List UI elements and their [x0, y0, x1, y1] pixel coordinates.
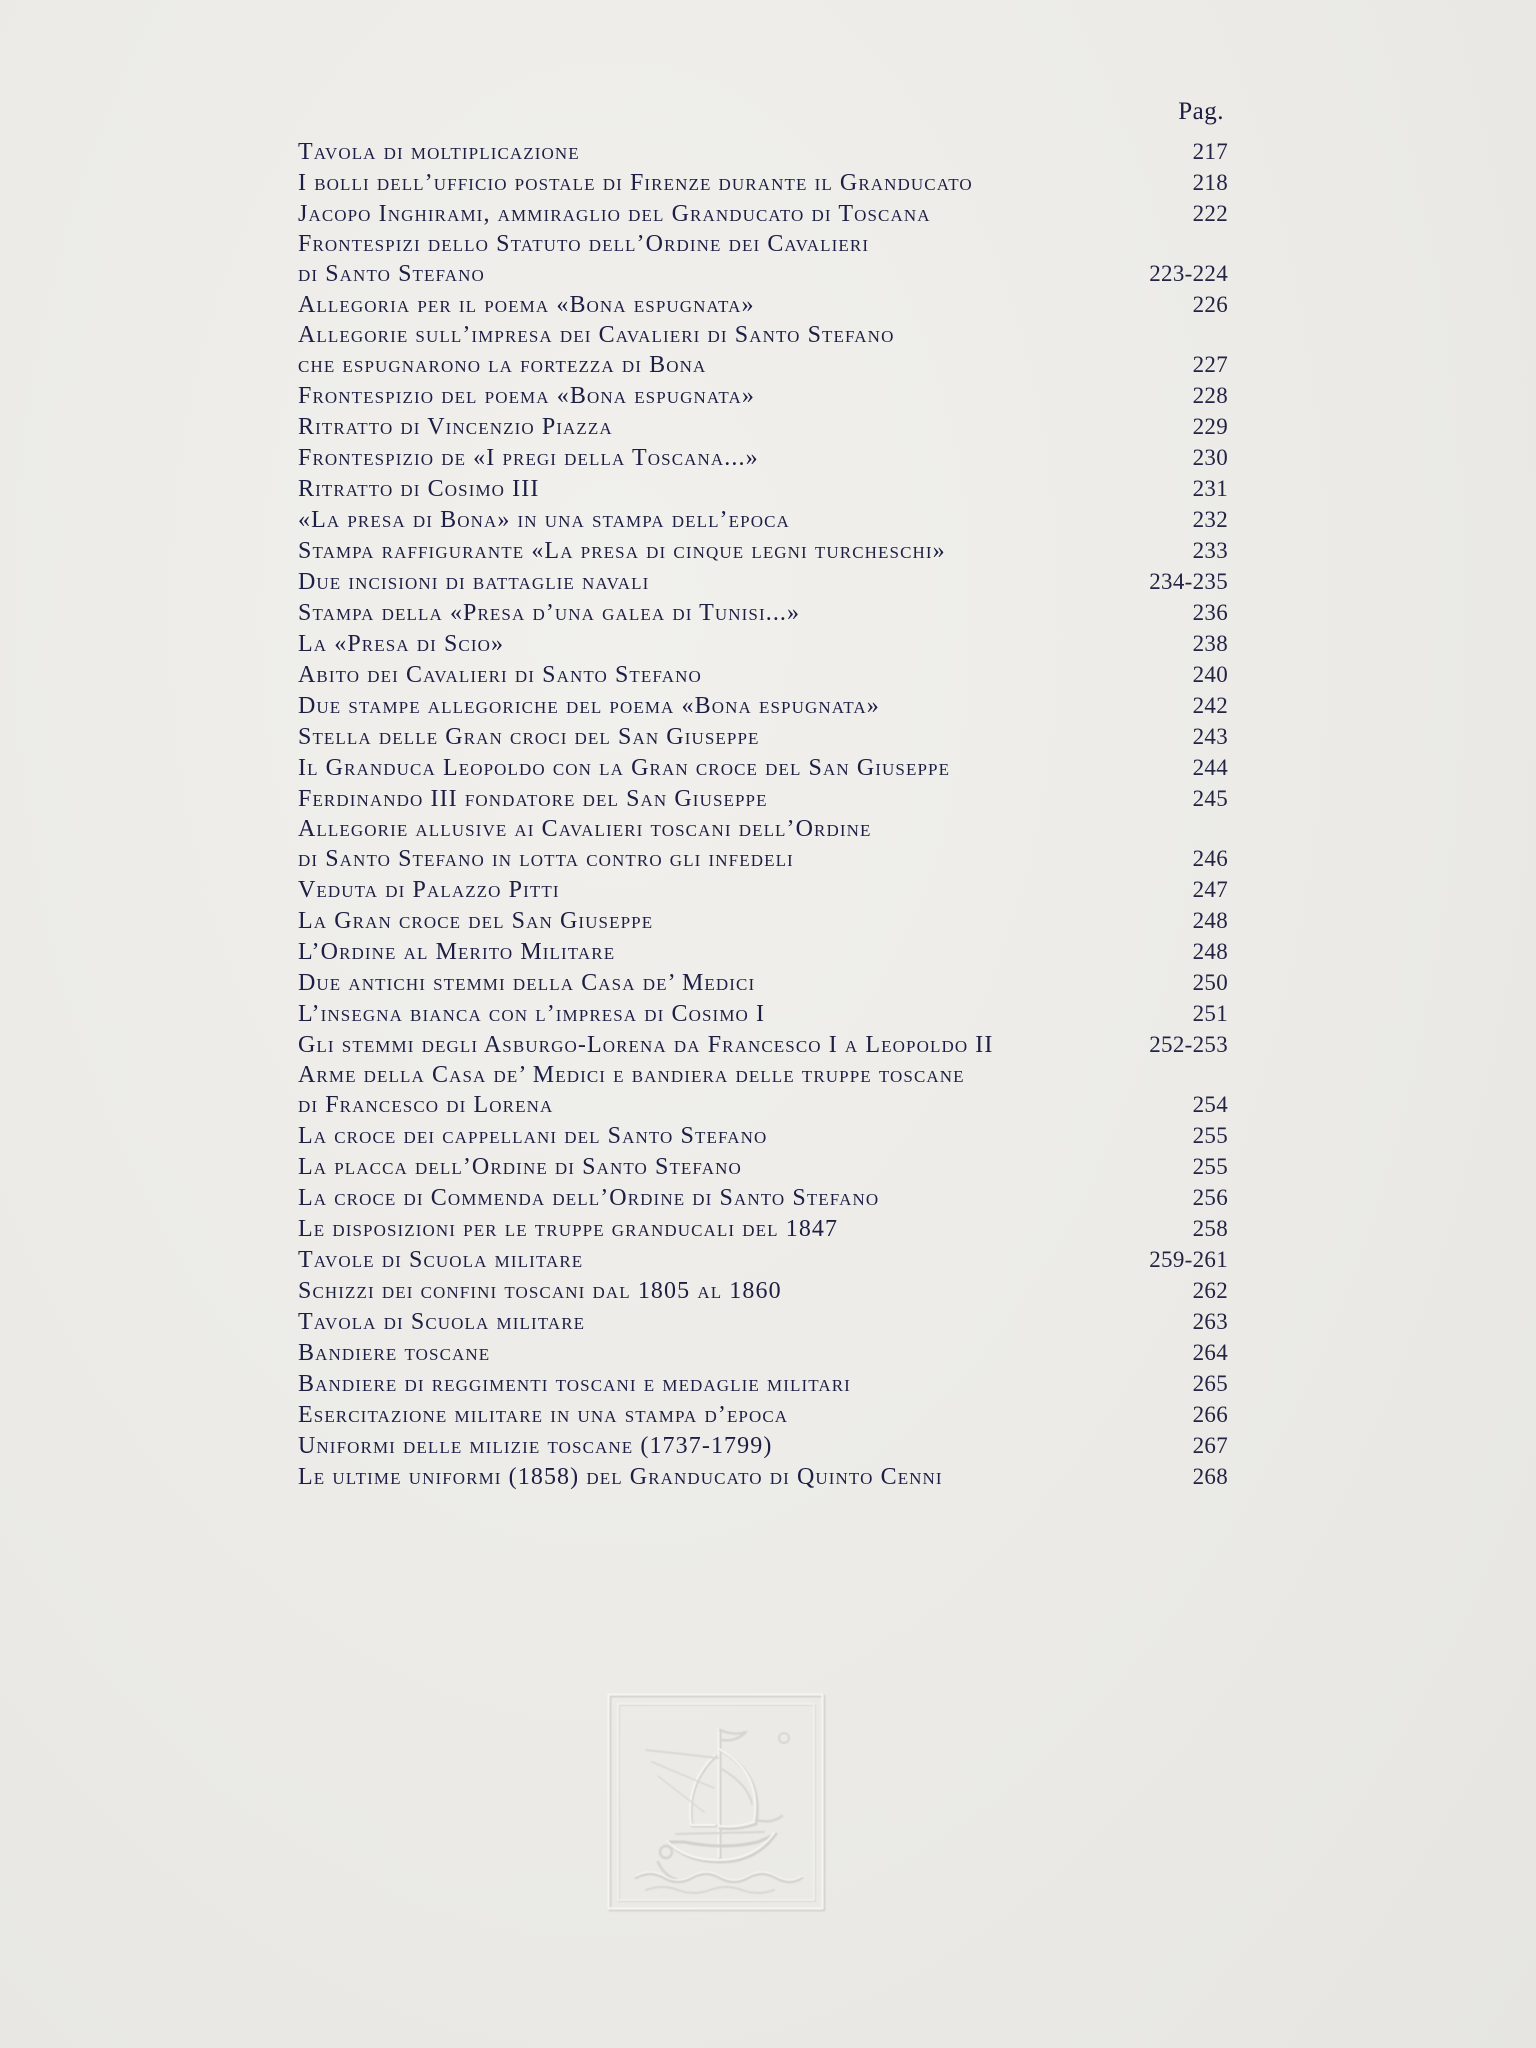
- entry-title: [298, 1276, 1193, 1306]
- entry-page-number: 217: [1192, 139, 1228, 164]
- entry-title-line: che espugnarono la fortezza di Bona: [298, 352, 707, 378]
- entry-page-number: 223-224: [1149, 261, 1228, 286]
- entry-title-line: Allegorie allusive ai Cavalieri toscani dell’Ordine: [298, 816, 872, 842]
- entry-title-line: di Francesco di Lorena: [298, 1092, 554, 1118]
- entry-title: [298, 906, 1193, 936]
- entry-title-line: Bandiere di reggimenti toscani e medaglie militari: [298, 1371, 851, 1397]
- entry-page-number: 252-253: [1149, 1032, 1228, 1057]
- entry-title: [298, 320, 1193, 380]
- toc-entry: [298, 1029, 1228, 1060]
- toc-entry: [298, 380, 1228, 411]
- entry-page-number: 243: [1192, 724, 1228, 749]
- toc-entry: [298, 1182, 1228, 1213]
- entry-title-line: Veduta di Palazzo Pitti: [298, 877, 560, 903]
- toc-entry: [298, 874, 1228, 905]
- entry-title: [298, 875, 1193, 905]
- entry-title-line: Gli stemmi degli Asburgo-Lorena da Francesco I a Leopoldo II: [298, 1032, 994, 1058]
- entry-page-number: 254: [1192, 1092, 1228, 1117]
- toc-entry: [298, 1060, 1228, 1120]
- entry-title: [298, 598, 1193, 628]
- entry-title-line: Schizzi dei confini toscani dal 1805 al 1860: [298, 1278, 782, 1304]
- toc-entry: [298, 597, 1228, 628]
- entry-page-number: 259-261: [1149, 1247, 1228, 1272]
- entry-title-line: Tavola di moltiplicazione: [298, 139, 580, 165]
- page-column-header: Pag.: [1178, 98, 1224, 125]
- entry-title-line: Stella delle Gran croci del San Giuseppe: [298, 724, 760, 750]
- entry-title: [298, 443, 1193, 473]
- entry-page-number: 230: [1192, 445, 1228, 470]
- entry-page-number: 265: [1192, 1371, 1228, 1396]
- entry-page-number: 229: [1192, 414, 1228, 439]
- entry-title-line: La Gran croce del San Giuseppe: [298, 908, 654, 934]
- entry-title: [298, 1121, 1193, 1151]
- entry-title: [298, 784, 1193, 814]
- toc-entry: [298, 136, 1228, 167]
- toc-entry: [298, 1368, 1228, 1399]
- toc-entry: [298, 1151, 1228, 1182]
- entry-title: [298, 536, 1193, 566]
- entry-title-line: Arme della Casa de’ Medici e bandiera delle truppe toscane: [298, 1062, 965, 1088]
- entry-title: [298, 168, 1193, 198]
- entry-title-line: Frontespizio del poema «Bona espugnata»: [298, 383, 756, 409]
- toc-entry: [298, 1244, 1228, 1275]
- toc-entry: [298, 289, 1228, 320]
- entry-page-number: 248: [1192, 939, 1228, 964]
- toc-entry: [298, 905, 1228, 936]
- entry-title: [298, 1400, 1193, 1430]
- toc-entry: [298, 967, 1228, 998]
- entry-title-line: Ritratto di Cosimo III: [298, 476, 540, 502]
- entry-page-number: 240: [1192, 662, 1228, 687]
- entry-page-number: 227: [1192, 352, 1228, 377]
- entry-title-line: Tavola di Scuola militare: [298, 1309, 586, 1335]
- entry-title: [298, 1369, 1193, 1399]
- entry-title-line: L’insegna bianca con l’impresa di Cosimo I: [298, 1001, 766, 1027]
- toc-entry: [298, 936, 1228, 967]
- entry-title: [298, 381, 1193, 411]
- entry-title: [298, 753, 1193, 783]
- entry-title-line: La placca dell’Ordine di Santo Stefano: [298, 1154, 742, 1180]
- toc-entry: [298, 721, 1228, 752]
- entry-title: [298, 1152, 1193, 1182]
- entry-page-number: 236: [1192, 600, 1228, 625]
- toc-entry: [298, 504, 1228, 535]
- entry-page-number: 244: [1192, 755, 1228, 780]
- entry-page-number: 268: [1192, 1464, 1228, 1489]
- toc-entry: [298, 1120, 1228, 1151]
- entry-title: [298, 1307, 1193, 1337]
- entry-page-number: 255: [1192, 1123, 1228, 1148]
- toc-entry: [298, 198, 1228, 229]
- entry-page-number: 247: [1192, 877, 1228, 902]
- toc-entry: [298, 535, 1228, 566]
- entry-title-line: Le disposizioni per le truppe granducali del 1847: [298, 1216, 839, 1242]
- toc-entry: [298, 1461, 1228, 1492]
- entry-title: [298, 1060, 1193, 1120]
- entry-title-line: Uniformi delle milizie toscane (1737-1799): [298, 1433, 773, 1459]
- entry-page-number: 251: [1192, 1001, 1228, 1026]
- entry-title: [298, 691, 1193, 721]
- entry-title: [298, 474, 1193, 504]
- entry-title-line: L’Ordine al Merito Militare: [298, 939, 616, 965]
- entry-title: [298, 722, 1193, 752]
- entry-title: [298, 137, 1193, 167]
- entry-title: [298, 1338, 1193, 1368]
- entry-title-line: di Santo Stefano in lotta contro gli infedeli: [298, 846, 794, 872]
- entry-title-line: La «Presa di Scio»: [298, 631, 505, 657]
- entry-title: [298, 567, 1149, 597]
- entry-page-number: 233: [1192, 538, 1228, 563]
- entry-title: [298, 814, 1193, 874]
- toc-entry: [298, 566, 1228, 597]
- entry-page-number: 266: [1192, 1402, 1228, 1427]
- entry-title: [298, 629, 1193, 659]
- toc-entry: [298, 1337, 1228, 1368]
- toc-entry: [298, 1430, 1228, 1461]
- entry-title-line: Il Granduca Leopoldo con la Gran croce del San Giuseppe: [298, 755, 951, 781]
- entry-page-number: 250: [1192, 970, 1228, 995]
- entry-page-number: 258: [1192, 1216, 1228, 1241]
- entry-title: [298, 999, 1193, 1029]
- entry-title-line: Frontespizi dello Statuto dell’Ordine dei Cavalieri: [298, 231, 870, 257]
- entry-page-number: 246: [1192, 846, 1228, 871]
- toc-entry: [298, 783, 1228, 814]
- entry-title: [298, 505, 1193, 535]
- toc-entry: [298, 167, 1228, 198]
- entry-title-line: Frontespizio de «I pregi della Toscana...»: [298, 445, 759, 471]
- entry-page-number: 262: [1192, 1278, 1228, 1303]
- entry-title-line: Stampa raffigurante «La presa di cinque legni turcheschi»: [298, 538, 946, 564]
- entry-title-line: Allegoria per il poema «Bona espugnata»: [298, 292, 755, 318]
- embossed-ship-icon: [606, 1692, 828, 1914]
- entry-title: [298, 229, 1149, 289]
- entry-page-number: 256: [1192, 1185, 1228, 1210]
- toc-entry: [298, 690, 1228, 721]
- entry-page-number: 232: [1192, 507, 1228, 532]
- toc-entry: [298, 1399, 1228, 1430]
- entry-title: [298, 1245, 1149, 1275]
- entry-title-line: di Santo Stefano: [298, 261, 485, 287]
- entry-title-line: Stampa della «Presa d’una galea di Tunisi...»: [298, 600, 801, 626]
- toc-entry: [298, 229, 1228, 289]
- toc-entry: [298, 752, 1228, 783]
- entry-title: [298, 937, 1193, 967]
- entry-title-line: Due incisioni di battaglie navali: [298, 569, 650, 595]
- entry-page-number: 222: [1192, 201, 1228, 226]
- toc-entry: [298, 320, 1228, 380]
- entry-title-line: Due stampe allegoriche del poema «Bona espugnata»: [298, 693, 880, 719]
- entry-page-number: 242: [1192, 693, 1228, 718]
- toc-entry: [298, 628, 1228, 659]
- entry-page-number: 255: [1192, 1154, 1228, 1179]
- entry-page-number: 245: [1192, 786, 1228, 811]
- entry-title: [298, 1214, 1193, 1244]
- entry-title: [298, 1183, 1193, 1213]
- toc-entry: [298, 659, 1228, 690]
- entry-title: [298, 412, 1193, 442]
- entry-page-number: 226: [1192, 292, 1228, 317]
- entry-title-line: Ferdinando III fondatore del San Giuseppe: [298, 786, 768, 812]
- entry-title-line: Tavole di Scuola militare: [298, 1247, 584, 1273]
- toc-entry: [298, 814, 1228, 874]
- entry-page-number: 231: [1192, 476, 1228, 501]
- entry-title: [298, 290, 1193, 320]
- toc-entry: [298, 1306, 1228, 1337]
- entry-page-number: 228: [1192, 383, 1228, 408]
- toc-entry: [298, 1275, 1228, 1306]
- entry-title-line: Le ultime uniformi (1858) del Granducato di Quinto Cenni: [298, 1464, 943, 1490]
- entry-title-line: Esercitazione militare in una stampa d’epoca: [298, 1402, 789, 1428]
- entry-page-number: 264: [1192, 1340, 1228, 1365]
- entry-page-number: 267: [1192, 1433, 1228, 1458]
- entry-title-line: Ritratto di Vincenzio Piazza: [298, 414, 613, 440]
- table-of-illustrations: [298, 136, 1228, 1492]
- entry-page-number: 248: [1192, 908, 1228, 933]
- entry-title: [298, 1030, 1149, 1060]
- entry-title-line: Allegorie sull’impresa dei Cavalieri di Santo Stefano: [298, 322, 895, 348]
- entry-page-number: 263: [1192, 1309, 1228, 1334]
- toc-entry: [298, 473, 1228, 504]
- toc-entry: [298, 442, 1228, 473]
- entry-page-number: 238: [1192, 631, 1228, 656]
- entry-title-line: «La presa di Bona» in una stampa dell’epoca: [298, 507, 790, 533]
- entry-title: [298, 1431, 1193, 1461]
- entry-page-number: 218: [1192, 170, 1228, 195]
- entry-title-line: La croce dei cappellani del Santo Stefano: [298, 1123, 768, 1149]
- entry-title: [298, 199, 1193, 229]
- entry-title: [298, 1462, 1193, 1492]
- entry-title-line: I bolli dell’ufficio postale di Firenze durante il Granducato: [298, 170, 973, 196]
- entry-page-number: 234-235: [1149, 569, 1228, 594]
- toc-entry: [298, 1213, 1228, 1244]
- entry-title: [298, 968, 1193, 998]
- toc-entry: [298, 998, 1228, 1029]
- entry-title-line: Bandiere toscane: [298, 1340, 491, 1366]
- entry-title: [298, 660, 1193, 690]
- entry-title-line: Abito dei Cavalieri di Santo Stefano: [298, 662, 702, 688]
- entry-title-line: Due antichi stemmi della Casa de’ Medici: [298, 970, 756, 996]
- entry-title-line: La croce di Commenda dell’Ordine di Santo Stefano: [298, 1185, 880, 1211]
- entry-title-line: Jacopo Inghirami, ammiraglio del Granducato di Toscana: [298, 201, 931, 227]
- toc-entry: [298, 411, 1228, 442]
